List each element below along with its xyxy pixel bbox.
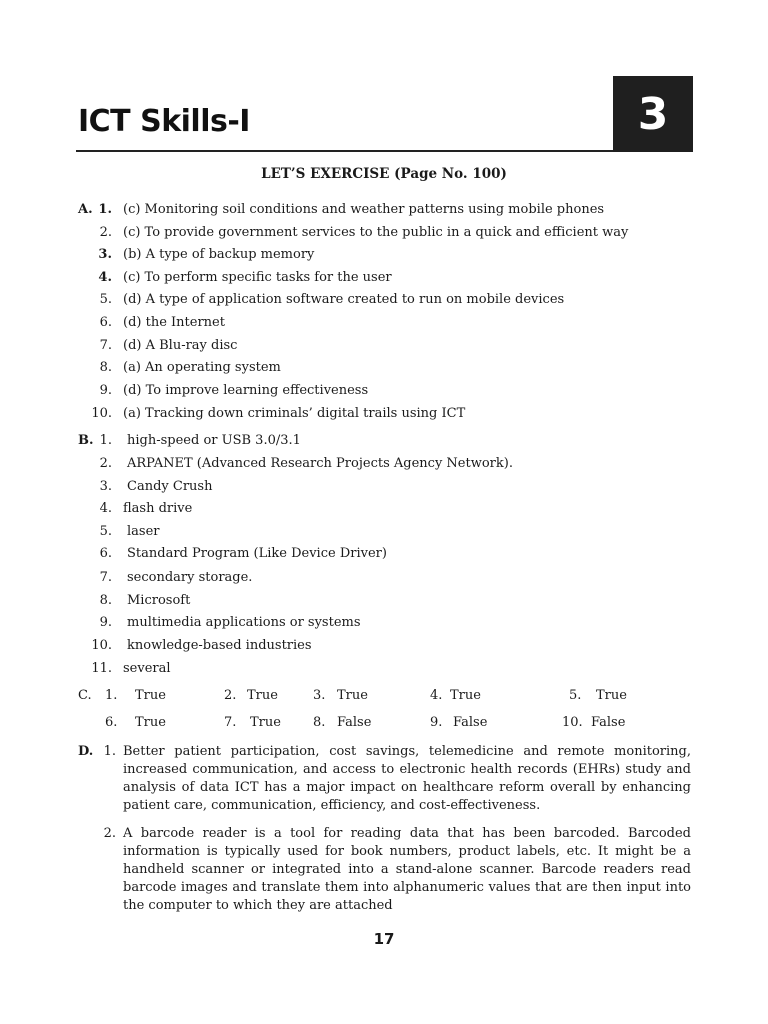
answer-number: 5. (99, 524, 112, 539)
answer-text: ARPANET (Advanced Research Projects Agency Network). (127, 456, 513, 471)
true-false-row (0, 713, 768, 733)
answer-number: 9. (430, 715, 443, 730)
answer-text: flash drive (123, 501, 193, 516)
answer-text: high-speed or USB 3.0/3.1 (127, 433, 301, 448)
answer-number: 9. (99, 615, 112, 630)
answer-number: 5. (569, 688, 582, 703)
answer-text: False (453, 715, 488, 730)
answer-text: (a) An operating system (123, 360, 281, 375)
answer-text: (c) Monitoring soil conditions and weather patterns using mobile phones (123, 202, 605, 217)
answer-number: 1. (98, 202, 112, 217)
answer-text: True (450, 688, 481, 703)
answer-number: 7. (224, 715, 237, 730)
answer-number: 3. (313, 688, 326, 703)
section-label: D. (78, 744, 94, 759)
answer-text: True (250, 715, 281, 730)
answer-text: False (337, 715, 372, 730)
answer-text: Better patient participation, cost savings, telemedicine and remote monitoring, increased communication, and access to electronic health records (EHRs) study and analysis of data ICT has a major impact on healthcare reform overall by enhancing patient care, communication, efficiency, and cost-effectiveness. (123, 744, 691, 813)
answer-text: (d) A Blu-ray disc (123, 338, 238, 353)
answer-text: (c) To perform specific tasks for the user (123, 270, 392, 285)
answer-number: 2. (224, 688, 237, 703)
answer-text: Microsoft (127, 593, 191, 608)
answer-text: (d) A type of application software created to run on mobile devices (123, 292, 565, 307)
answer-text: laser (127, 524, 160, 539)
answer-text: (d) the Internet (123, 315, 225, 330)
answer-number: 4. (99, 501, 112, 516)
answer-number: 7. (99, 570, 112, 585)
answer-text: (c) To provide government services to the public in a quick and efficient way (123, 225, 629, 240)
page-number: 17 (373, 930, 395, 948)
answer-paragraph (96, 743, 696, 819)
answer-text: True (596, 688, 627, 703)
answer-number: 10. (91, 406, 112, 421)
answer-text: (d) To improve learning effectiveness (123, 383, 369, 398)
answer-number: 3. (98, 247, 112, 262)
true-false-row (0, 686, 768, 706)
answer-text: knowledge-based industries (127, 638, 312, 653)
chapter-title: ICT Skills-I (78, 104, 250, 139)
exercise-heading: LET’S EXERCISE (Page No. 100) (261, 166, 507, 182)
answer-number: 4. (98, 270, 112, 285)
answer-number: 8. (99, 360, 112, 375)
answer-text: multimedia applications or systems (127, 615, 361, 630)
answer-text: secondary storage. (127, 570, 253, 585)
answer-number: 4. (430, 688, 443, 703)
answer-text: Candy Crush (127, 479, 213, 494)
answer-number: 1. (105, 688, 118, 703)
answer-number: 11. (91, 661, 112, 676)
answer-number: 3. (99, 479, 112, 494)
answer-number: 5. (99, 292, 112, 307)
answer-text: True (135, 688, 166, 703)
chapter-number-badge: 3 (613, 76, 693, 152)
answer-number: 6. (99, 315, 112, 330)
answer-number: 8. (99, 593, 112, 608)
section-label: B. (78, 433, 94, 448)
answer-number: 9. (99, 383, 112, 398)
section-label: C. (78, 688, 92, 703)
answer-number: 2. (99, 456, 112, 471)
answer-text: True (337, 688, 368, 703)
answer-paragraph (96, 825, 696, 917)
answer-text: True (247, 688, 278, 703)
answer-text: (a) Tracking down criminals’ digital trails using ICT (123, 406, 466, 421)
title-divider (76, 150, 616, 152)
answer-number: 7. (99, 338, 112, 353)
answer-number: 10. (91, 638, 112, 653)
answer-text: several (123, 661, 171, 676)
answer-number: 10. (562, 715, 583, 730)
answer-text: False (591, 715, 626, 730)
answer-number: 2. (103, 826, 116, 841)
answer-number: 6. (105, 715, 118, 730)
answer-number: 1. (99, 433, 112, 448)
answer-number: 6. (99, 546, 112, 561)
answer-number: 8. (313, 715, 326, 730)
answer-text: Standard Program (Like Device Driver) (127, 546, 387, 561)
section-label: A. (78, 202, 93, 217)
answer-number: 1. (103, 744, 116, 759)
answer-text: (b) A type of backup memory (123, 247, 315, 262)
answer-text: True (135, 715, 166, 730)
answer-text: A barcode reader is a tool for reading data that has been barcoded. Barcoded information is typically used for book numbers, product labels, etc. It might be a handheld scanner or integrated into a stand-alone scanner. Barcode readers read barcode images and translate them into alphanumeric values that are then input into the computer to which they are attached (123, 826, 691, 913)
answer-number: 2. (99, 225, 112, 240)
